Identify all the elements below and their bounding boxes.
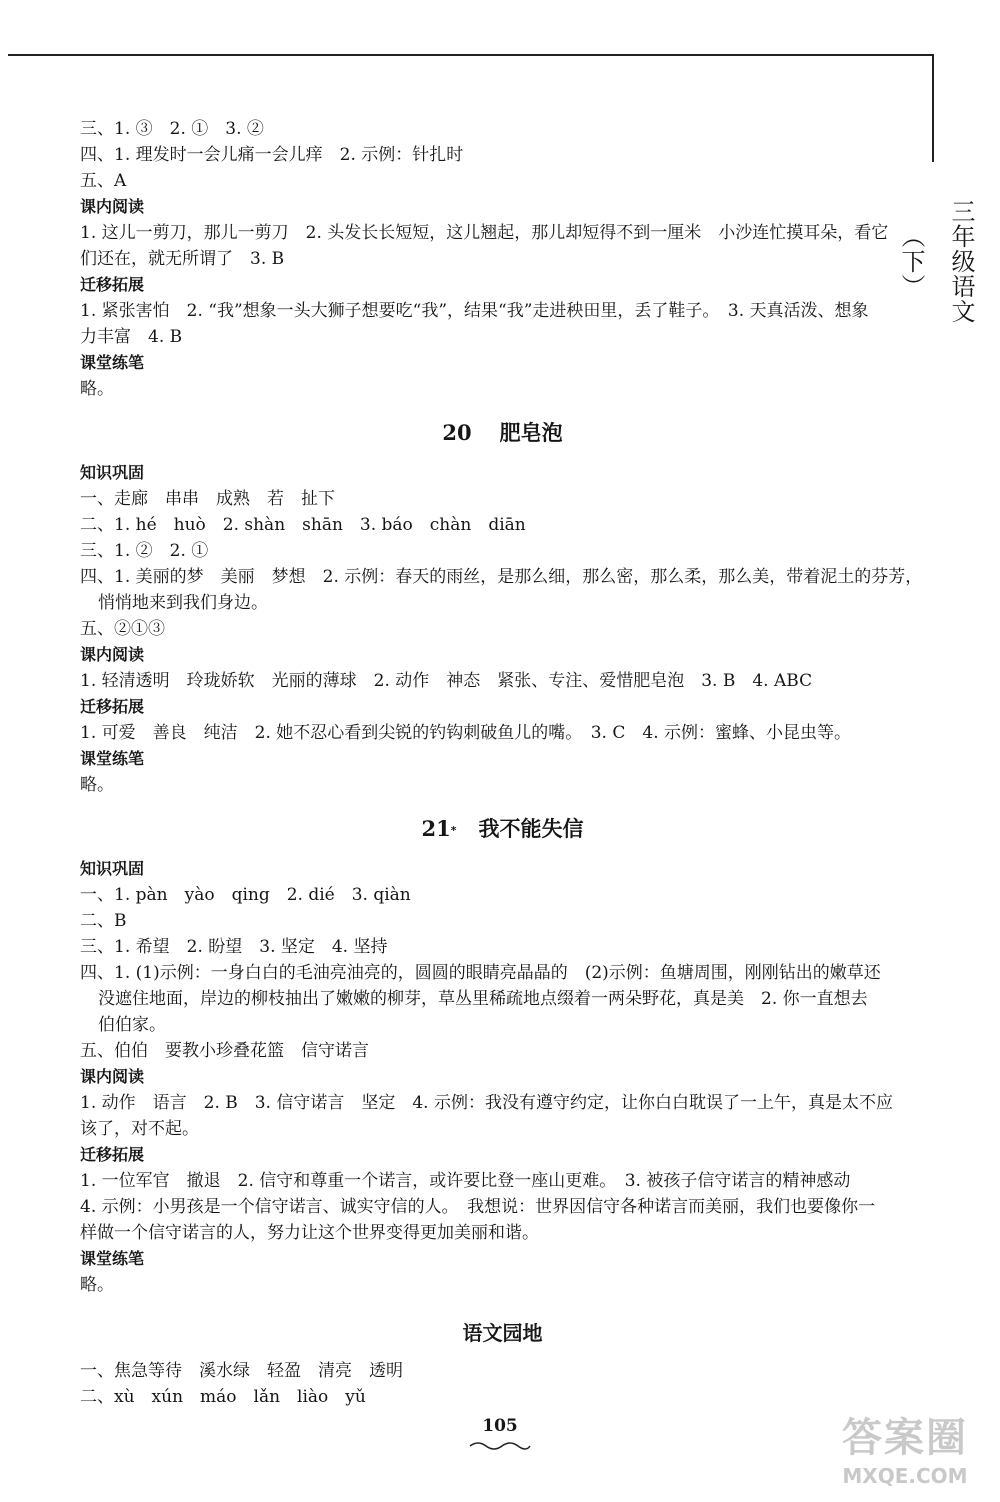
lesson-title: [80, 418, 925, 448]
answer-line: 二、1. hé huò 2. shàn shān 3. báo chàn diān: [80, 515, 526, 535]
answer-line: 四、1. 理发时一会儿痛一会儿痒 2. 示例：针扎时: [80, 145, 464, 165]
answer-line: 三、1. 希望 2. 盼望 3. 坚定 4. 坚持: [80, 937, 388, 957]
answer-line: 1. 紧张害怕 2. “我”想象一头大狮子想要吃“我”，结果“我”走进秧田里，丢了鞋子。 3. 天真活泼、想象: [80, 301, 869, 321]
side-rule: [932, 54, 934, 162]
lesson-number: 21: [421, 816, 451, 841]
optional-lesson-star: *: [450, 824, 457, 837]
garden-title: 语文园地: [462, 1321, 543, 1345]
lesson-name: 我不能失信: [478, 817, 584, 841]
section-heading: 知识巩固: [80, 859, 145, 878]
answer-line: 1. 这儿一剪刀，那儿一剪刀 2. 头发长长短短，这儿翘起，那儿却短得不到一厘米 小沙连忙摸耳朵，看它: [80, 223, 889, 243]
answer-line: 1. 一位军官 撤退 2. 信守和尊重一个诺言，或许要比登一座山更难。 3. 被孩子信守诺言的精神感动: [80, 1171, 851, 1191]
answer-line: 4. 示例：小男孩是一个信守诺言、诚实守信的人。 我想说：世界因信守各种诺言而美丽，我们也要像你一: [80, 1197, 876, 1217]
section-heading: 课堂练笔: [80, 749, 145, 768]
answer-line: 一、走廊 串串 成熟 若 扯下: [80, 489, 335, 509]
section-heading: 课内阅读: [80, 645, 145, 664]
answer-line: 四、1. 美丽的梦 美丽 梦想 2. 示例：春天的雨丝，是那么细，那么密，那么柔，那么美，带着泥土的芬芳，: [80, 567, 923, 587]
watermark-url: MXQE.COM: [842, 1464, 968, 1488]
answer-line: 样做一个信守诺言的人，努力让这个世界变得更加美丽和谐。: [80, 1223, 539, 1243]
answer-line: 二、xù xún máo lǎn liào yǔ: [80, 1387, 366, 1407]
answer-line: 一、1. pàn yào qing 2. dié 3. qiàn: [80, 885, 411, 905]
section-heading: 课内阅读: [80, 197, 145, 216]
answer-line: 五、A: [80, 171, 127, 191]
grade-subject-tab: 三年级语文（下）: [897, 198, 975, 324]
answer-line: 四、1. (1)示例：一身白白的毛油亮油亮的，圆圆的眼睛亮晶晶的 (2)示例：鱼塘周围，刚刚钻出的嫩草还: [80, 963, 881, 983]
section-heading: 迁移拓展: [80, 1145, 145, 1164]
answer-content: [80, 116, 925, 1410]
section-heading: 迁移拓展: [80, 275, 145, 294]
answer-line: 伯伯家。: [98, 1015, 166, 1035]
lesson-name: 肥皂泡: [499, 421, 563, 445]
site-watermark: [820, 1412, 990, 1496]
answer-line: 一、焦急等待 溪水绿 轻盈 清亮 透明: [80, 1361, 403, 1381]
section-heading: 课堂练笔: [80, 1249, 145, 1268]
lesson-number: 20: [442, 420, 472, 445]
page-number: 105: [482, 1416, 518, 1436]
answer-line: 三、1. ③ 2. ① 3. ②: [80, 119, 264, 139]
section-heading: 课堂练笔: [80, 353, 145, 372]
answer-line: 力丰富 4. B: [80, 327, 183, 347]
section-heading: 知识巩固: [80, 463, 145, 482]
answer-line: 悄悄地来到我们身边。: [98, 593, 268, 613]
answer-line: 二、B: [80, 911, 127, 931]
section-heading: 课内阅读: [80, 1067, 145, 1086]
answer-line: 五、伯伯 要教小珍叠花篮 信守诺言: [80, 1041, 369, 1061]
answer-line: 略。: [80, 379, 114, 399]
header-rule: [8, 54, 932, 56]
lesson-title: [80, 814, 925, 844]
answer-line: 1. 可爱 善良 纯洁 2. 她不忍心看到尖锐的钓钩刺破鱼儿的嘴。 3. C 4. 示例：蜜蜂、小昆虫等。: [80, 723, 851, 743]
answer-line: 1. 轻清透明 玲珑娇软 光丽的薄球 2. 动作 神态 紧张、专注、爱惜肥皂泡 3. B 4. ABC: [80, 671, 813, 691]
answer-line: 略。: [80, 775, 114, 795]
section-heading: 迁移拓展: [80, 697, 145, 716]
page-ornament-icon: [468, 1440, 532, 1452]
answer-line: 五、②①③: [80, 619, 165, 639]
answer-line: 1. 动作 语言 2. B 3. 信守诺言 坚定 4. 示例：我没有遵守约定，让你白白耽误了一上午，真是太不应: [80, 1093, 893, 1113]
answer-line: 没遮住地面，岸边的柳枝抽出了嫩嫩的柳芽，草丛里稀疏地点缀着一两朵野花，真是美 2. 你一直想去: [98, 989, 868, 1009]
answer-line: 略。: [80, 1275, 114, 1295]
answer-line: 该了，对不起。: [80, 1119, 199, 1139]
answer-line: 三、1. ② 2. ①: [80, 541, 209, 561]
answer-line: 们还在，就无所谓了 3. B: [80, 249, 285, 269]
watermark-logo-text: 答案圈: [842, 1415, 968, 1461]
